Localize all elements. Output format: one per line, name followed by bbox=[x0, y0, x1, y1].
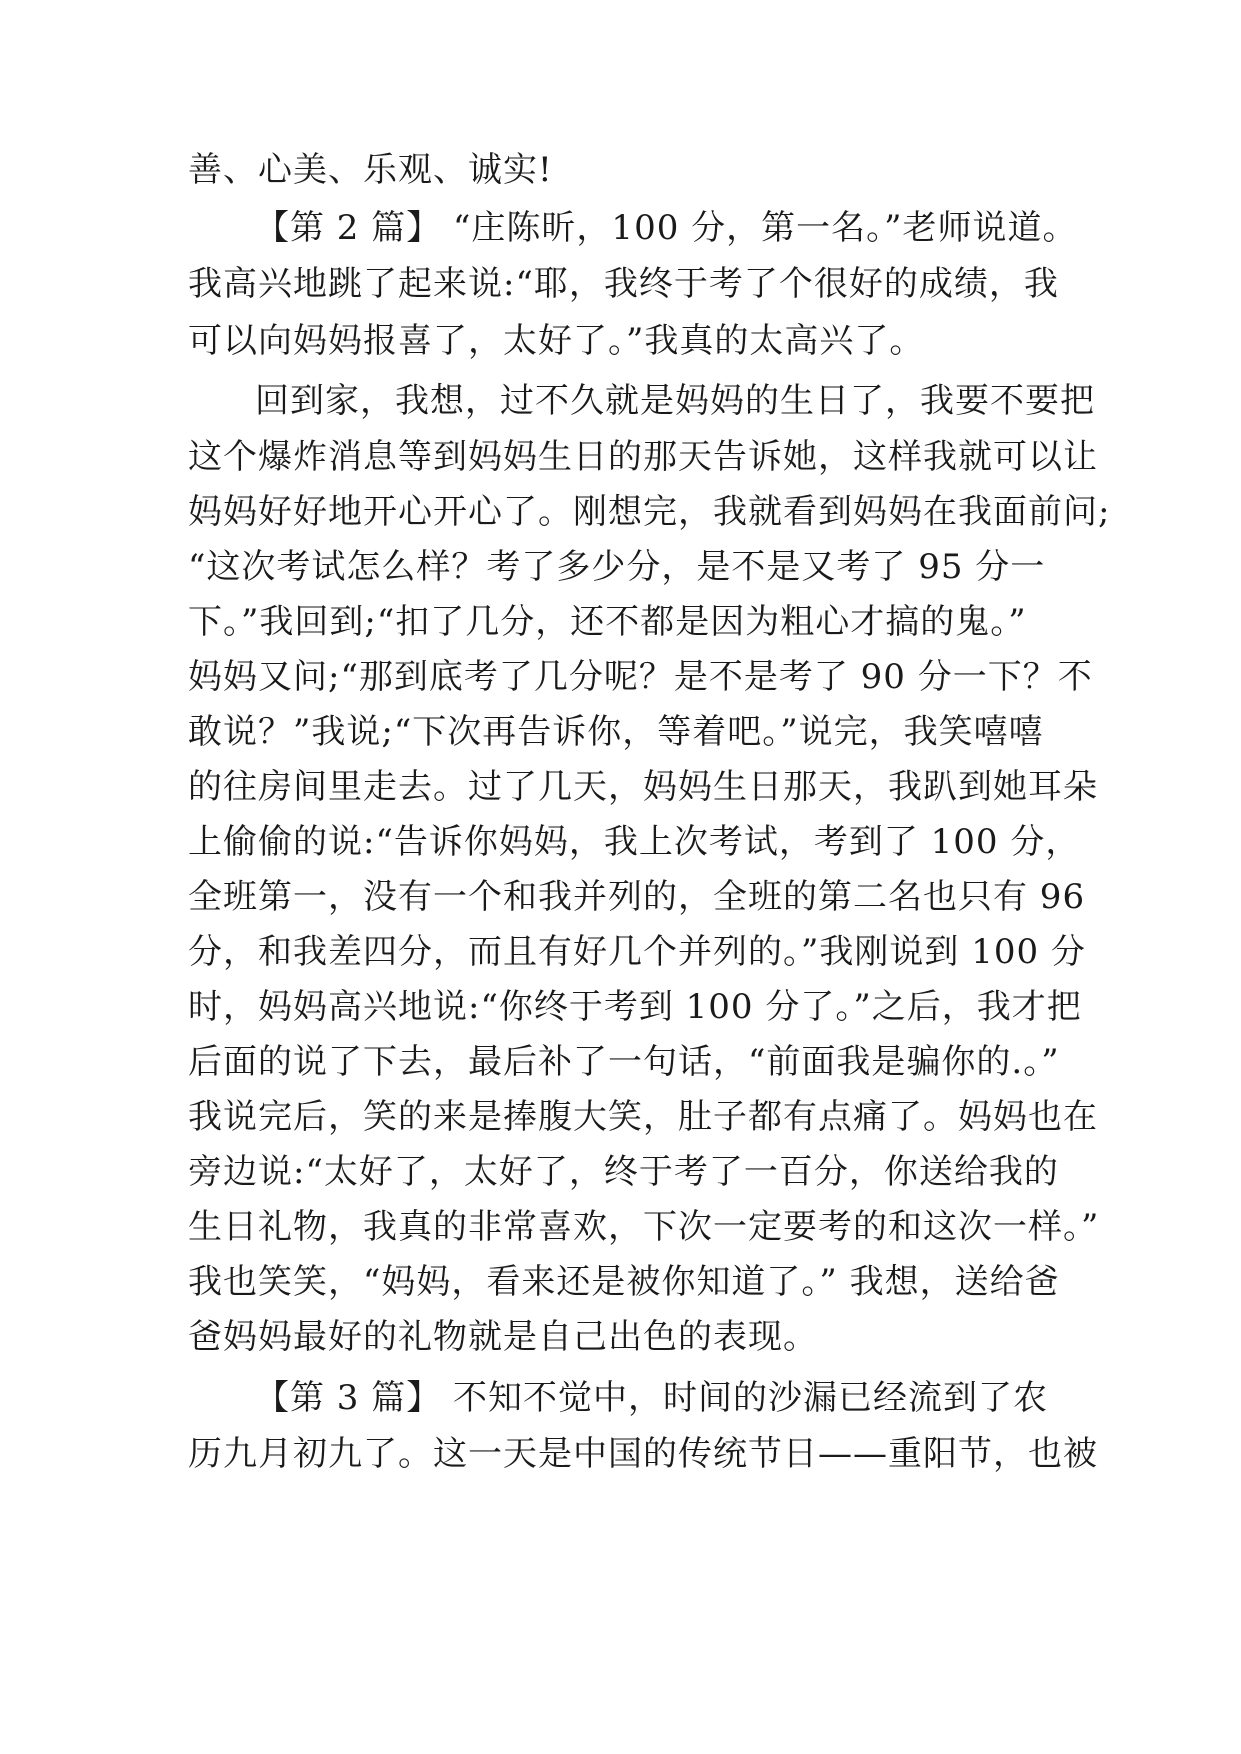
text-line: 爸妈妈最好的礼物就是自己出色的表现。 bbox=[188, 1317, 818, 1357]
text-line: 妈妈好好地开心开心了。刚想完，我就看到妈妈在我面前问; bbox=[188, 492, 1111, 532]
text-line: 后面的说了下去，最后补了一句话，“前面我是骗你的.。” bbox=[188, 1042, 1060, 1082]
section-heading-line: 【第 2 篇】 “庄陈昕，100 分，第一名。”老师说道。 bbox=[255, 208, 1078, 248]
text-line: 可以向妈妈报喜了，太好了。”我真的太高兴了。 bbox=[188, 321, 925, 361]
text-line: 这个爆炸消息等到妈妈生日的那天告诉她，这样我就可以让 bbox=[188, 437, 1098, 477]
text-line: 时，妈妈高兴地说:“你终于考到 100 分了。”之后，我才把 bbox=[188, 987, 1082, 1027]
text-line: 旁边说:“太好了，太好了，终于考了一百分，你送给我的 bbox=[188, 1152, 1059, 1192]
text-line: 我也笑笑，“妈妈，看来还是被你知道了。” 我想，送给爸 bbox=[188, 1262, 1060, 1302]
text-line: 全班第一，没有一个和我并列的，全班的第二名也只有 96 bbox=[188, 877, 1086, 917]
text-line: 上偷偷的说:“告诉你妈妈，我上次考试，考到了 100 分， bbox=[188, 822, 1081, 862]
text-line: 妈妈又问;“那到底考了几分呢？是不是考了 90 分一下？不 bbox=[188, 657, 1093, 697]
text-line: 善、心美、乐观、诚实! bbox=[188, 150, 553, 190]
section-heading-line: 【第 3 篇】 不知不觉中，时间的沙漏已经流到了农 bbox=[255, 1378, 1049, 1418]
text-line: 分，和我差四分，而且有好几个并列的。”我刚说到 100 分 bbox=[188, 932, 1086, 972]
text-line: 我高兴地跳了起来说:“耶，我终于考了个很好的成绩，我 bbox=[188, 264, 1059, 304]
text-line: 生日礼物，我真的非常喜欢，下次一定要考的和这次一样。” bbox=[188, 1207, 1100, 1247]
text-line: “这次考试怎么样？考了多少分，是不是又考了 95 分一 bbox=[188, 547, 1046, 587]
text-line: 历九月初九了。这一天是中国的传统节日——重阳节，也被 bbox=[188, 1434, 1098, 1474]
text-line: 我说完后，笑的来是捧腹大笑，肚子都有点痛了。妈妈也在 bbox=[188, 1097, 1098, 1137]
text-line: 下。”我回到;“扣了几分，还不都是因为粗心才搞的鬼。” bbox=[188, 602, 1027, 642]
paragraph-start-line: 回到家，我想，过不久就是妈妈的生日了，我要不要把 bbox=[255, 381, 1095, 421]
text-line: 敢说？”我说;“下次再告诉你，等着吧。”说完，我笑嘻嘻 bbox=[188, 712, 1044, 752]
text-line: 的往房间里走去。过了几天，妈妈生日那天，我趴到她耳朵 bbox=[188, 767, 1098, 807]
